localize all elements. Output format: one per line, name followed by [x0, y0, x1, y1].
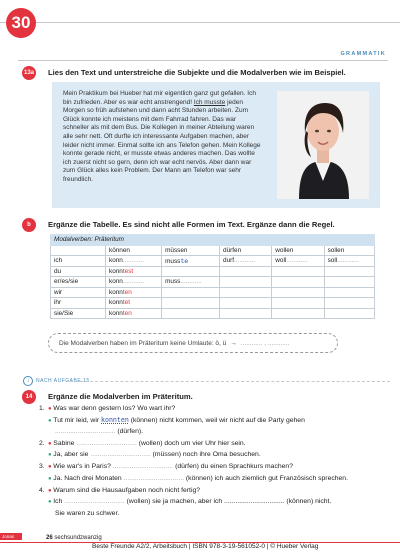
pronoun-cell: wir [51, 287, 106, 298]
line-text: (können) ich auch ziemlich gut Französisch sprechen. [185, 475, 348, 482]
dialogue-line [48, 475, 348, 482]
dialogue-line [48, 510, 119, 517]
verb-form-cell[interactable] [162, 266, 220, 277]
section-label: GRAMMATIK [336, 51, 386, 57]
speaker-b-marker-icon: ● [48, 452, 54, 458]
handwritten-answer: konnten [101, 416, 129, 424]
item-number: 4. [39, 487, 45, 494]
table-header-row [51, 245, 375, 256]
dialogue-line [39, 487, 201, 494]
verb-form-cell[interactable] [272, 256, 324, 267]
verb-stem: muss [165, 278, 181, 286]
verb-form-cell[interactable] [162, 298, 220, 309]
line-text: Wie war's in Paris? [53, 463, 111, 470]
verb-stem: soll [327, 257, 338, 265]
line-text: (dürfen) du einen Sprachkurs machen? [175, 463, 293, 470]
column-header: sollen [324, 245, 374, 256]
answer-blank: ............ [234, 257, 256, 265]
line-text: Ja, aber sie [53, 451, 89, 458]
pronoun-cell: du [51, 266, 106, 277]
line-text: Sabine [53, 440, 75, 447]
column-header: müssen [162, 245, 220, 256]
answer-blank: ............ [122, 257, 145, 265]
dialogue-line [48, 451, 261, 458]
after-task-label: NACH AUFGABE 15 [36, 378, 90, 384]
header-rule [0, 22, 400, 23]
underlined-example: Ich musste [193, 98, 226, 106]
answer-blank[interactable]: ................................ [123, 475, 185, 482]
footer-page [46, 535, 102, 541]
item-number: 1. [39, 405, 45, 412]
verb-form-cell[interactable] [106, 287, 162, 298]
verb-form-cell[interactable] [106, 266, 162, 277]
after-task-rule [70, 381, 390, 382]
verb-form-cell[interactable] [106, 256, 162, 267]
woman-portrait-image [277, 91, 369, 199]
verb-form-cell[interactable] [324, 256, 374, 267]
line-text: Tut mir leid, wir [53, 417, 100, 424]
exercise-13b-title: Ergänze die Tabelle. Es sind nicht alle Formen im Text. Ergänze dann die Regel. [48, 220, 335, 229]
dialogue-line [48, 428, 143, 435]
table-row [51, 308, 375, 319]
arrow-icon: → [230, 339, 237, 347]
verb-form-cell[interactable] [106, 298, 162, 309]
verb-stem: woll [275, 257, 287, 265]
section-rule [18, 60, 388, 61]
item-number: 2. [39, 440, 45, 447]
verb-stem: durf [223, 257, 235, 265]
verb-form-cell[interactable] [220, 266, 272, 277]
line-text: (müssen) noch ihre Oma besuchen. [152, 451, 261, 458]
table-row [51, 287, 375, 298]
verb-form-cell[interactable] [272, 266, 324, 277]
page-number: 26 [46, 535, 53, 541]
column-header: wollen [272, 245, 324, 256]
line-text: Ich [53, 498, 63, 505]
dialogue-line [39, 405, 176, 412]
line-text: (wollen) sie ja machen, aber ich ................................ (können) nicht. [126, 498, 332, 505]
line-text: (wollen) doch um vier Uhr hier sein. [138, 440, 246, 447]
speaker-a-marker-icon: ● [48, 464, 54, 470]
verb-stem: konn [109, 309, 123, 317]
verb-form-cell[interactable] [324, 266, 374, 277]
table-title: Modalverben: Präteritum [51, 235, 375, 246]
page-number-word: sechsundzwanzig [54, 535, 102, 541]
table-body [51, 256, 375, 319]
answer-blank[interactable]: ................................ [76, 440, 137, 447]
verb-form-cell[interactable] [324, 287, 374, 298]
rule-box [48, 333, 338, 353]
verb-form-cell[interactable] [220, 256, 272, 267]
dialogue-line [39, 440, 246, 447]
verb-stem: muss [165, 257, 181, 265]
exercise-13b-number: b [22, 218, 36, 232]
verb-stem: konn [109, 257, 123, 265]
verb-ending: tet [122, 299, 130, 307]
answer-blank[interactable]: ................................ [90, 451, 151, 458]
line-text: Sie waren zu schwer. [55, 510, 120, 517]
lesson-number-badge [6, 8, 36, 38]
portrait-photo [277, 91, 369, 199]
page-footer [0, 533, 400, 556]
table-row [51, 266, 375, 277]
verb-stem: konn [109, 278, 123, 286]
dialogue-line [48, 498, 331, 505]
rule-text: Die Modalverben haben im Präteritum keine Umlaute: ö, ü [59, 339, 227, 347]
speaker-a-marker-icon: ● [48, 488, 54, 494]
table-title-row [51, 235, 375, 246]
table-row [51, 256, 375, 267]
verb-ending: test [122, 267, 134, 275]
verb-form-cell[interactable] [324, 277, 374, 288]
pronoun-cell: sie/Sie [51, 308, 106, 319]
line-text: Warum sind die Hausaufgaben noch nicht fertig? [53, 487, 201, 494]
verb-form-cell[interactable] [220, 308, 272, 319]
dialogue-line [39, 463, 293, 470]
modal-verb-table [50, 234, 375, 319]
verb-stem: konn [109, 299, 123, 307]
verb-form-cell[interactable] [272, 287, 324, 298]
exercise-13a-number: 13a [22, 66, 36, 80]
pronoun-cell: ihr [51, 298, 106, 309]
lesson-number: 30 [11, 13, 31, 32]
verb-stem: konn [109, 267, 123, 275]
pronoun-cell: ich [51, 256, 106, 267]
rule-blank[interactable]: ............ , ............ [240, 339, 290, 347]
verb-form-cell[interactable] [162, 287, 220, 298]
verb-ending: ten [122, 288, 132, 296]
line-text: Was war denn gestern los? Wo wart ihr? [53, 405, 176, 412]
footer-tag: Jonas [0, 533, 22, 540]
verb-form-cell[interactable] [106, 277, 162, 288]
exercise-13a-title: Lies den Text und unterstreiche die Subjekte und die Modalverben wie im Beispiel. [48, 68, 346, 77]
verb-form-cell[interactable] [220, 277, 272, 288]
footer-imprint: Beste Freunde A2/2, Arbeitsbuch | ISBN 978-3-19-561052-0 | © Hueber Verlag [92, 543, 319, 550]
exercise-14-title: Ergänze die Modalverben im Präteritum. [48, 392, 193, 401]
reading-text [63, 90, 261, 185]
answer-blank[interactable]: ................................ [55, 428, 116, 435]
handwritten-answer: te [180, 256, 189, 265]
column-header: dürfen [220, 245, 272, 256]
exercise-14-number: 14 [22, 390, 36, 404]
verb-form-cell[interactable] [272, 277, 324, 288]
speaker-b-marker-icon: ● [48, 476, 54, 482]
pronoun-cell: er/es/sie [51, 277, 106, 288]
verb-form-cell[interactable] [324, 298, 374, 309]
table-row [51, 298, 375, 309]
verb-form-cell[interactable] [220, 298, 272, 309]
answer-blank: ............ [122, 278, 145, 286]
verb-form-cell[interactable] [162, 308, 220, 319]
speaker-a-marker-icon: ● [48, 441, 54, 447]
line-text: Ja. Nach drei Monaten [53, 475, 122, 482]
reading-text-box [52, 82, 380, 208]
reading-text-rest: jeden Morgen so früh aufstehen und dann acht Stunden arbeiten. Zum Glück konnte ich meistens mit dem Fahrrad fahren. Das war schneller als mit dem Bus. Die Kollegen in meiner Abteilung waren alle sehr nett. Oft durfte ich interessante Aufgaben machen, aber leider nicht immer. Einmal sollte ich ans Telefon gehen. Mein Kollege konnte gerade nicht, er musste etwas anderes machen. Das wollte ich zuerst nicht so gern, denn ich war echt nervös. Aber dann war zum Glück alles kein Problem. Der Mann am Telefon war sehr freundlich. [63, 98, 261, 183]
speaker-a-marker-icon: ● [48, 406, 54, 412]
line-text: (können) nicht kommen, weil wir nicht auf die Party gehen [130, 417, 305, 424]
speaker-b-marker-icon: ● [48, 418, 54, 424]
verb-form-cell[interactable] [272, 308, 324, 319]
column-header: können [106, 245, 162, 256]
verb-stem: konn [109, 288, 123, 296]
item-number: 3. [39, 463, 45, 470]
answer-blank: ............ [286, 257, 308, 265]
verb-form-cell[interactable] [162, 277, 220, 288]
speaker-b-marker-icon: ● [48, 499, 54, 505]
table-corner-cell [51, 245, 106, 256]
line-text: (dürfen). [117, 428, 144, 435]
dialogue-line [48, 416, 305, 424]
verb-form-cell[interactable] [162, 256, 220, 267]
verb-form-cell[interactable] [220, 287, 272, 298]
verb-form-cell[interactable] [272, 298, 324, 309]
page-header [0, 0, 400, 44]
verb-form-cell[interactable] [106, 308, 162, 319]
reading-text-start: Mein Praktikum bei Hueber hat mir eigentlich ganz gut gefallen. Ich bin zufrieden. Aber es war echt anstrengend! [63, 90, 256, 106]
answer-blank[interactable]: ................................ [64, 498, 125, 505]
verb-form-cell[interactable] [324, 308, 374, 319]
answer-blank: ............ [337, 257, 359, 265]
verb-ending: ten [122, 309, 132, 317]
answer-blank[interactable]: ................................ [112, 463, 174, 470]
answer-blank: ............ [180, 278, 202, 286]
table-row [51, 277, 375, 288]
down-arrow-icon: ↓ [23, 376, 33, 386]
